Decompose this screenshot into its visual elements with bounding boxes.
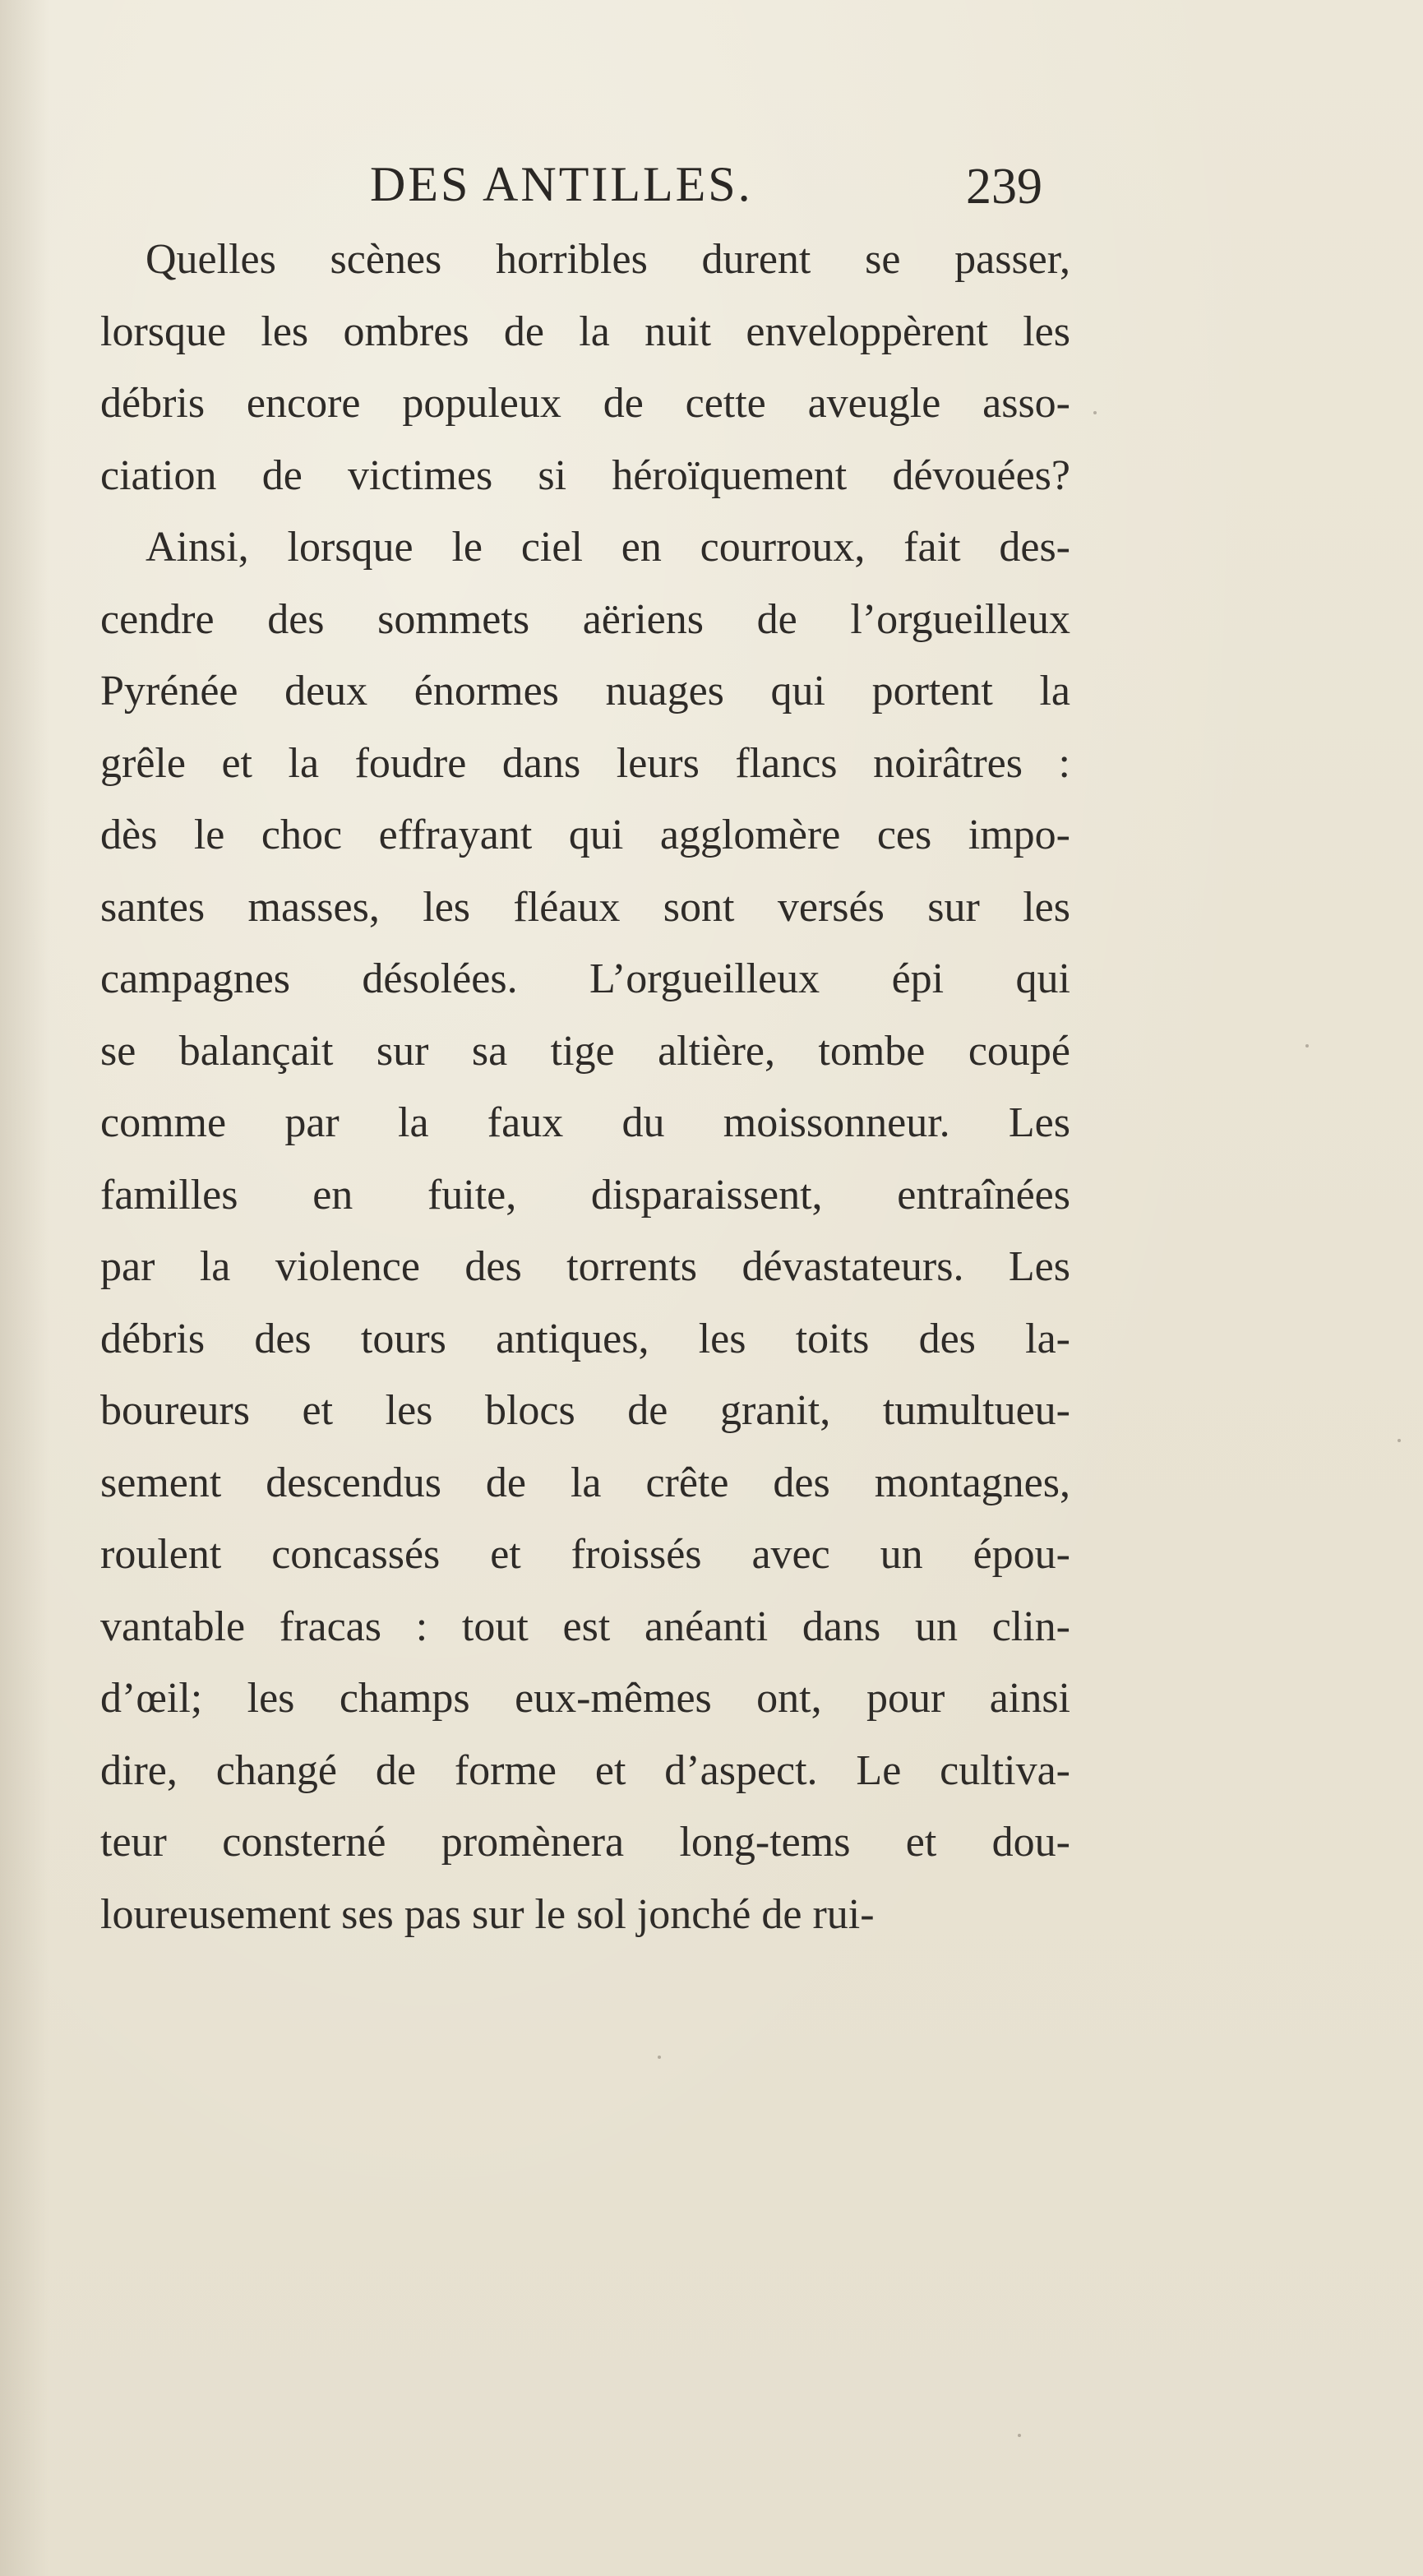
body-text xyxy=(100,224,1070,1950)
text-line: débris des tours antiques, les toits des la- xyxy=(100,1315,1070,1362)
text-line: teur consterné promènera long-tems et dou- xyxy=(100,1819,1070,1866)
text-line: sement descendus de la crête des montagnes, xyxy=(100,1459,1070,1506)
text-line: lorsque les ombres de la nuit enveloppèrent les xyxy=(100,308,1070,355)
text-line: roulent concassés et froissés avec un épou- xyxy=(100,1531,1070,1578)
text-line: cendre des sommets aëriens de l’orgueilleux xyxy=(100,595,1070,643)
page-gutter-shadow xyxy=(0,0,49,2576)
text-line: loureusement ses pas sur le sol jonché de rui- xyxy=(100,1890,875,1938)
text-line: débris encore populeux de cette aveugle asso- xyxy=(100,380,1070,427)
paper-speck xyxy=(1398,1439,1401,1442)
running-head xyxy=(0,156,1423,222)
text-line: ciation de victimes si héroïquement dévouées? xyxy=(100,451,1070,499)
text-line: d’œil; les champs eux-mêmes ont, pour ainsi xyxy=(100,1675,1070,1722)
running-title: DES ANTILLES. xyxy=(370,157,753,211)
text-line: boureurs et les blocs de granit, tumultueu- xyxy=(100,1387,1070,1434)
text-line: dire, changé de forme et d’aspect. Le cultiva- xyxy=(100,1746,1070,1794)
text-line: vantable fracas : tout est anéanti dans un clin- xyxy=(100,1602,1070,1650)
page-number: 239 xyxy=(966,159,1042,215)
text-line: comme par la faux du moissonneur. Les xyxy=(100,1099,1070,1146)
paper-speck xyxy=(1305,1044,1309,1048)
paper-speck xyxy=(1018,2434,1021,2437)
text-line: Quelles scènes horribles durent se passer, xyxy=(146,236,1070,283)
text-line: dès le choc effrayant qui agglomère ces impo- xyxy=(100,812,1070,858)
text-line: par la violence des torrents dévastateurs. Les xyxy=(100,1243,1070,1290)
text-line: Ainsi, lorsque le ciel en courroux, fait des- xyxy=(146,524,1070,571)
text-line: grêle et la foudre dans leurs flancs noirâtres : xyxy=(100,739,1070,787)
paper-speck xyxy=(1093,411,1097,414)
text-line: santes masses, les fléaux sont versés sur les xyxy=(100,883,1070,931)
text-line: se balançait sur sa tige altière, tombe coupé xyxy=(100,1027,1070,1075)
text-line: familles en fuite, disparaissent, entraînées xyxy=(100,1171,1070,1219)
text-line: campagnes désolées. L’orgueilleux épi qui xyxy=(100,955,1070,1002)
paper-speck xyxy=(658,2056,661,2059)
text-line: Pyrénée deux énormes nuages qui portent la xyxy=(100,668,1070,715)
